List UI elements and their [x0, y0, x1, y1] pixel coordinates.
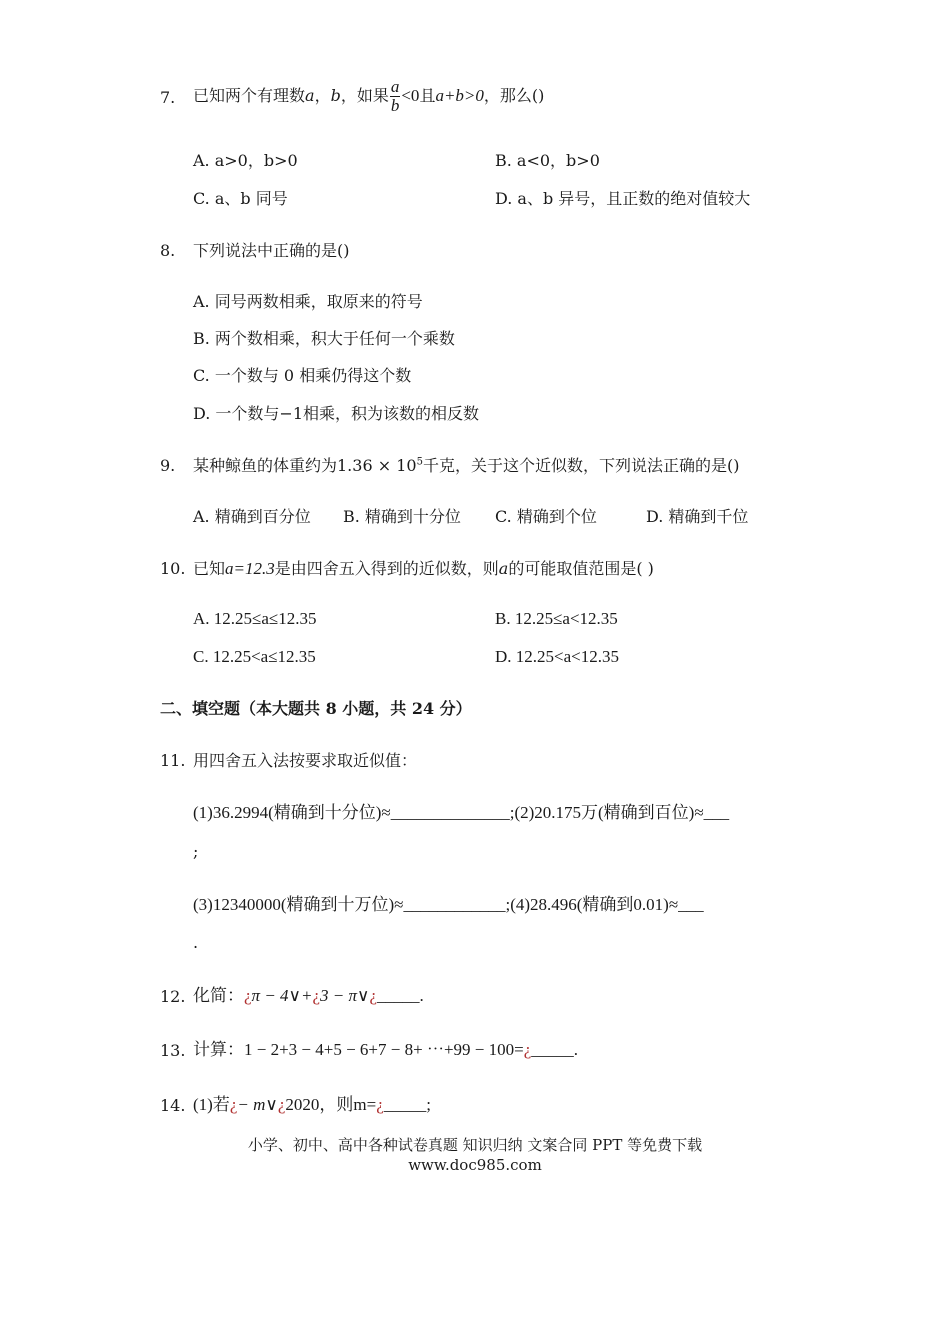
answer-line-2-end: .	[193, 933, 199, 952]
question-stem: 用四舍五入法按要求取近似值：	[193, 751, 418, 770]
option-b[interactable]: B. 12.25≤a<12.35	[495, 609, 618, 628]
option-c[interactable]: C. 12.25<a≤12.35	[193, 647, 316, 666]
question-number: 7.	[160, 88, 176, 107]
footer-url[interactable]: www.doc985.com	[408, 1156, 542, 1174]
question-number: 9.	[160, 456, 176, 475]
option-a[interactable]: A. 同号两数相乘，取原来的符号	[193, 292, 423, 311]
question-number: 14.	[160, 1096, 186, 1115]
fraction: $\frac{a}{b}$	[390, 77, 400, 115]
question-number: 13.	[160, 1041, 186, 1060]
question-number: 10.	[160, 559, 186, 578]
question-stem[interactable]: 计算：1 − 2+3 − 4+5 − 6+7 − 8+ ⋯+99 − 100=¿_____.	[193, 1040, 579, 1059]
option-d[interactable]: D. a、b 异号，且正数的绝对值较大	[495, 189, 751, 208]
footer-line-1: 小学、初中、高中各种试卷真题 知识归纳 文案合同 PPT 等免费下载	[247, 1136, 703, 1154]
question-number: 12.	[160, 987, 186, 1006]
option-d[interactable]: D. 精确到千位	[646, 507, 749, 526]
option-d[interactable]: D. 一个数与−1相乘，积为该数的相反数	[193, 404, 480, 423]
question-stem: 下列说法中正确的是()	[193, 241, 350, 260]
question-stem[interactable]: (1)若¿− m∨¿2020，则m=¿_____;	[193, 1095, 431, 1114]
question-number: 11.	[160, 751, 186, 770]
option-c[interactable]: C. 精确到个位	[495, 507, 597, 526]
option-c[interactable]: C. 一个数与 0 相乘仍得这个数	[193, 366, 412, 385]
option-b[interactable]: B. 精确到十分位	[343, 507, 461, 526]
answer-line-1-end: ;	[193, 842, 199, 861]
option-c[interactable]: C. a、b 同号	[193, 189, 288, 208]
question-stem[interactable]: 化简：¿π − 4∨+¿3 − π∨¿_____.	[193, 986, 424, 1005]
question-stem: 已知两个有理数a，b，如果 $\frac{a}{b}$ <0且a+b>0，那么()	[193, 77, 545, 115]
answer-line-2[interactable]: (3)12340000(精确到十万位)≈____________;(4)28.496(精确到0.01)≈___	[193, 895, 704, 914]
answer-line-1[interactable]: (1)36.2994(精确到十分位)≈______________;(2)20.175万(精确到百位)≈___	[193, 803, 730, 822]
option-a[interactable]: A. a>0，b>0	[193, 151, 298, 170]
question-stem: 已知a=12.3是由四舍五入得到的近似数，则a的可能取值范围是( )	[193, 559, 654, 578]
option-a[interactable]: A. 精确到百分位	[193, 507, 311, 526]
question-stem: 某种鲸鱼的体重约为$1.36 \times 10^5$千克，关于这个近似数，下列说法正确的是()	[193, 456, 740, 475]
option-d[interactable]: D. 12.25<a<12.35	[495, 647, 619, 666]
option-a[interactable]: A. 12.25≤a≤12.35	[193, 609, 317, 628]
question-number: 8.	[160, 241, 176, 260]
option-b[interactable]: B. 两个数相乘，积大于任何一个乘数	[193, 329, 455, 348]
option-b[interactable]: B. a<0，b>0	[495, 151, 600, 170]
section-heading: 二、填空题（本大题共 8 小题，共 24 分）	[160, 699, 472, 718]
